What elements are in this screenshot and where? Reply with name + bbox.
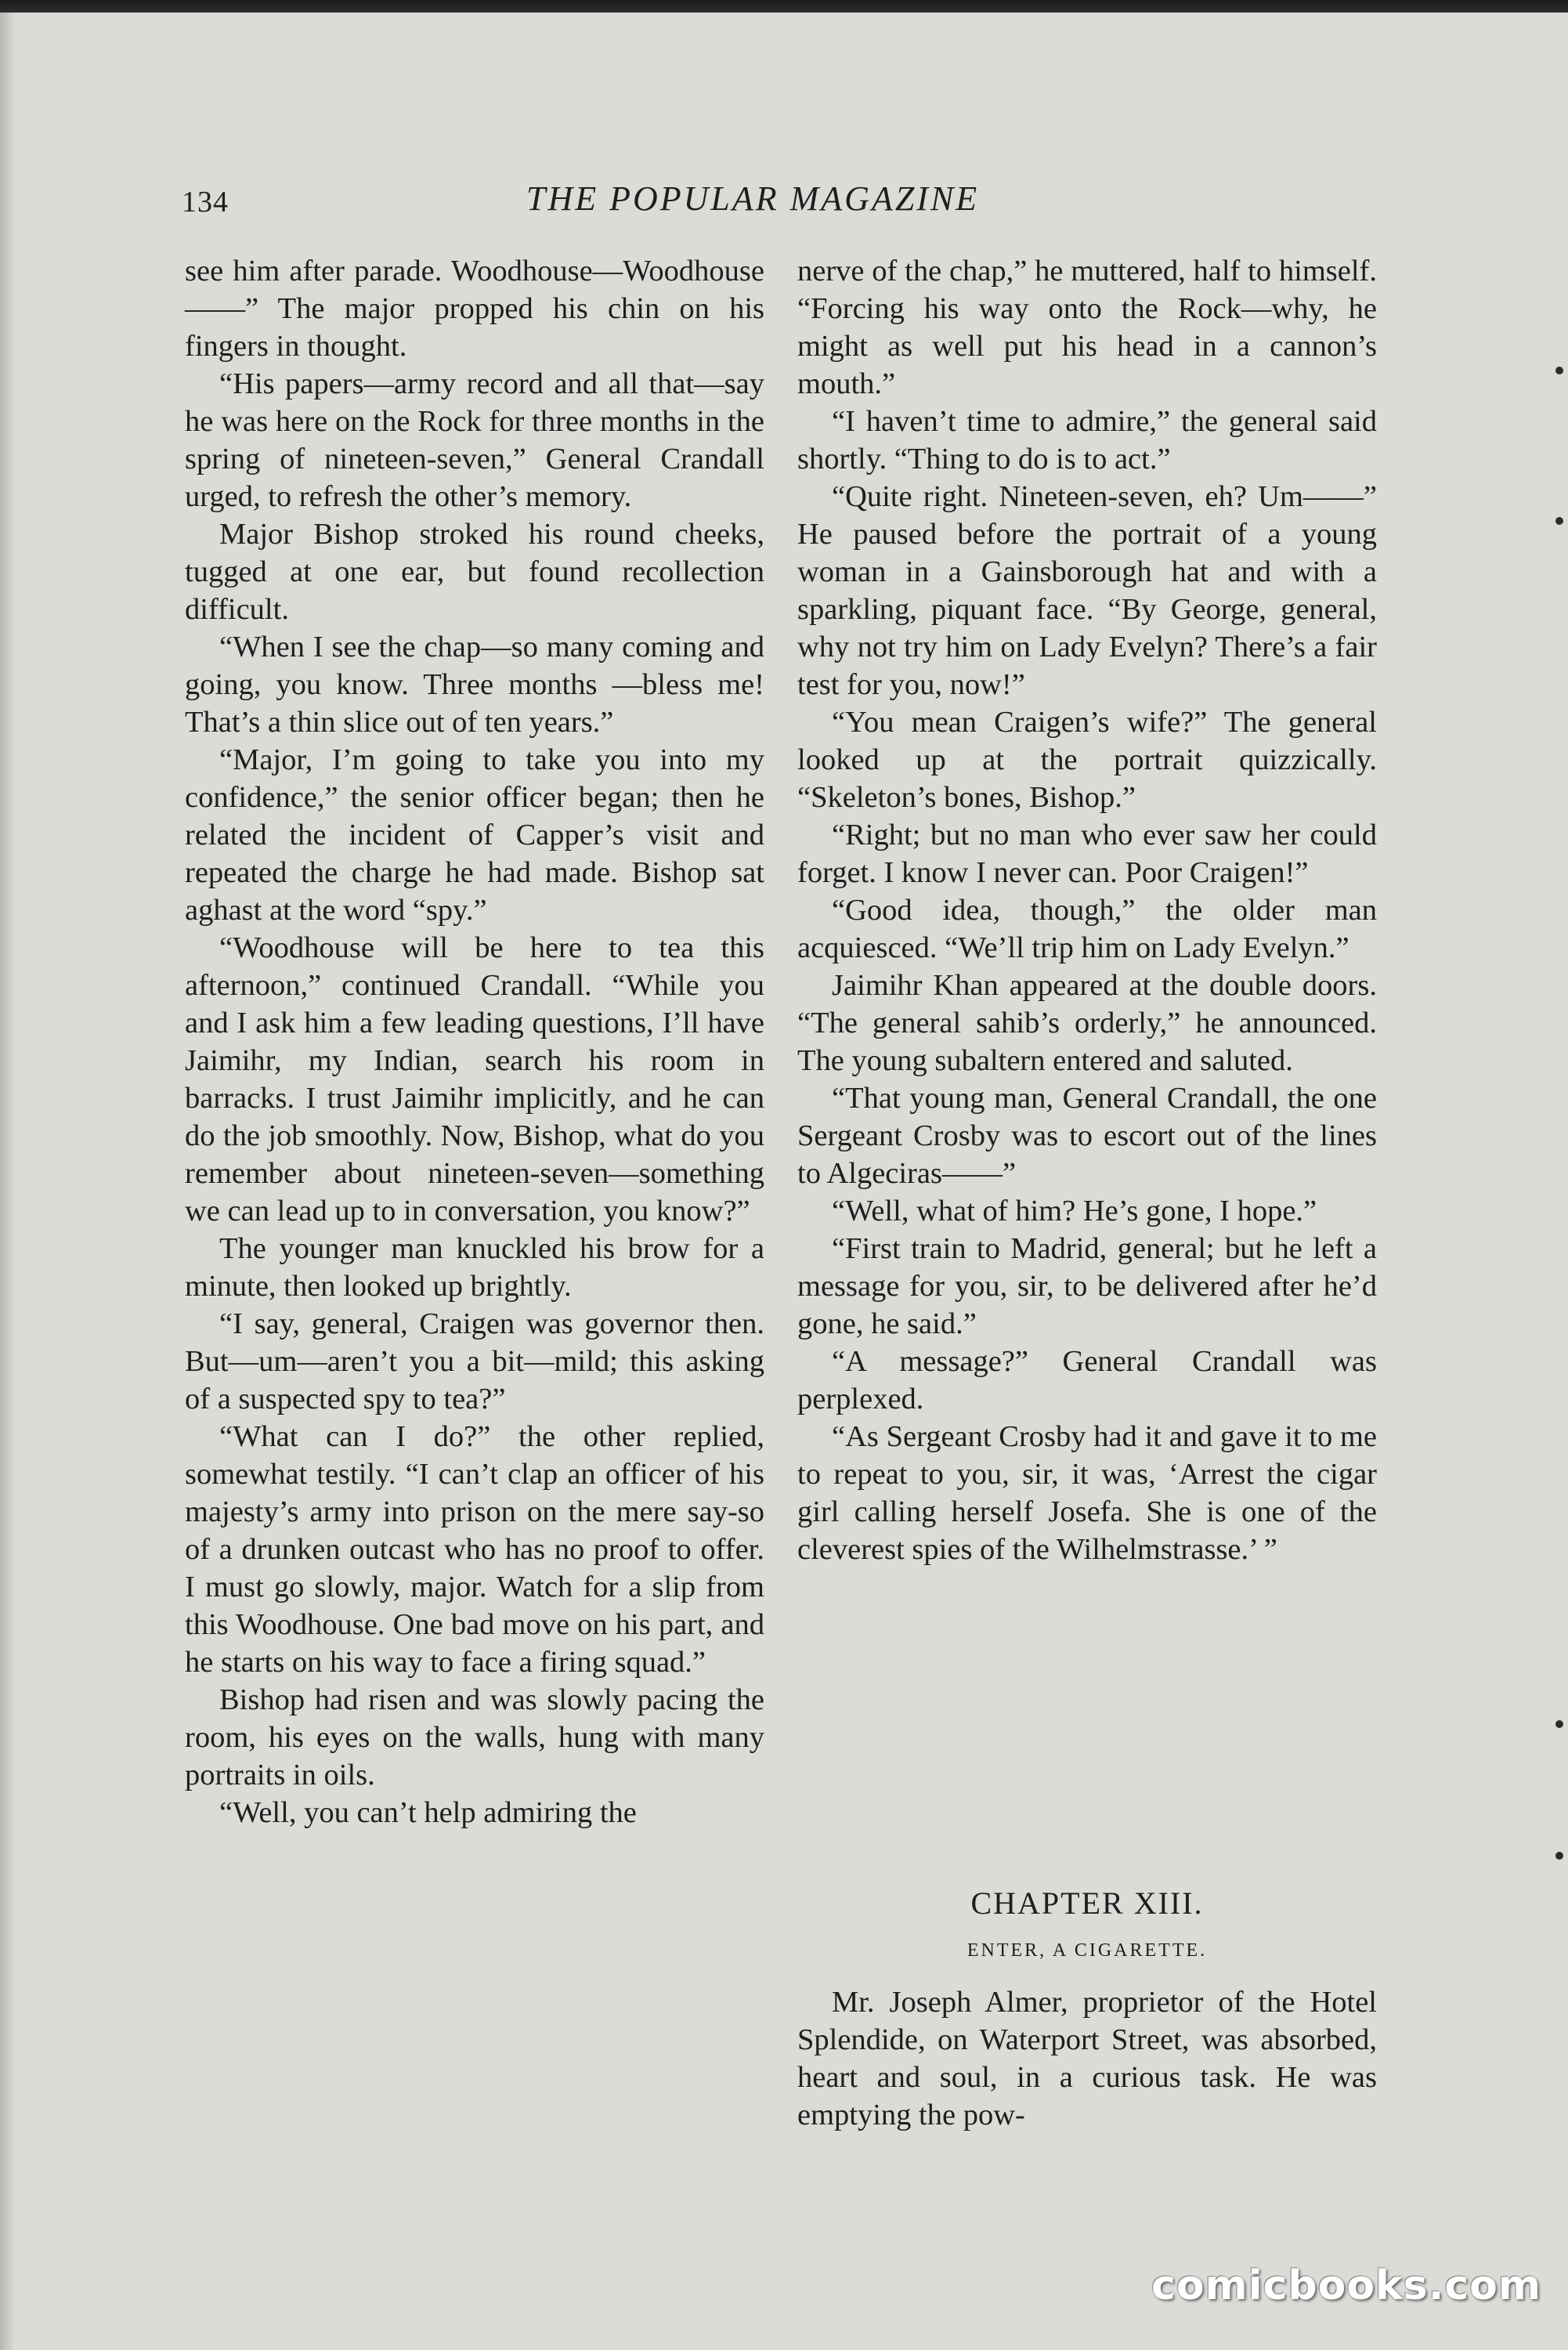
paragraph: “Good idea, though,” the older man acquiesced. “We’ll trip him on Lady Evelyn.” <box>797 894 1377 964</box>
paragraph: “Quite right. Nineteen-seven, eh? Um——” He paused before the portrait of a young woman in a Gainsborough hat and with a sparkling, piquant face. “By George, general, why not try him on Lady Evelyn? There’s a fair test for you, now!” <box>797 480 1377 701</box>
paragraph: “A message?” General Crandall was perplexed. <box>797 1345 1377 1415</box>
right-column <box>797 252 1377 1568</box>
paragraph: nerve of the chap,” he muttered, half to himself. “Forcing his way onto the Rock—why, he might as well put his head in a cannon’s mouth.” <box>797 255 1377 400</box>
paragraph: “His papers—army record and all that—say he was here on the Rock for three months in the spring of nineteen-seven,” General Crandall urged, to refresh the other’s memory. <box>185 367 764 513</box>
running-title: THE POPULAR MAGAZINE <box>526 179 980 218</box>
paragraph: Mr. Joseph Almer, proprietor of the Hotel Splendide, on Waterport Street, was absorbed, heart and soul, in a curious task. He was emptying the pow- <box>797 1986 1377 2131</box>
page-top-edge <box>0 0 1568 13</box>
binding-hole <box>1555 517 1563 525</box>
paragraph: “Well, what of him? He’s gone, I hope.” <box>832 1195 1317 1227</box>
paragraph: “I haven’t time to admire,” the general said shortly. “Thing to do is to act.” <box>797 405 1377 475</box>
binding-hole <box>1555 1720 1563 1728</box>
paragraph: “That young man, General Crandall, the one Sergeant Crosby was to escort out of the lines to Algeciras——” <box>797 1082 1377 1190</box>
paragraph: The younger man knuckled his brow for a minute, then looked up brightly. <box>185 1232 764 1303</box>
page-left-edge <box>0 13 14 2350</box>
paragraph: “Well, you can’t help admiring the <box>219 1796 637 1829</box>
paragraph: “What can I do?” the other replied, somewhat testily. “I can’t clap an officer of his majesty’s army into prison on the mere say-so of a drunken outcast who has no proof to offer. I must go slowly, major. Watch for a slip from this Woodhouse. One bad move on his part, and he starts on his way to face a firing squad.” <box>185 1420 764 1679</box>
chapter-text <box>797 1983 1377 2134</box>
paragraph: see him after parade. Woodhouse—Woodhouse——” The major propped his chin on his fingers in thought. <box>185 255 764 363</box>
paragraph: “As Sergeant Crosby had it and gave it to me to repeat to you, sir, it was, ‘Arrest the cigar girl calling herself Josefa. She is one of the cleverest spies of the Wilhelmstrasse.’ ” <box>797 1420 1377 1566</box>
paragraph: Major Bishop stroked his round cheeks, tugged at one ear, but found recollection difficult. <box>185 518 764 626</box>
watermark: comicbooks.com <box>1151 2262 1542 2309</box>
paragraph: “Major, I’m going to take you into my confidence,” the senior officer began; then he related the incident of Capper’s visit and repeated the charge he had made. Bishop sat aghast at the word “spy.” <box>185 743 764 927</box>
paragraph: “When I see the chap—so many coming and going, you know. Three months —bless me! That’s a thin slice out of ten years.” <box>185 631 764 739</box>
chapter-header <box>797 1883 1377 1966</box>
page-number: 134 <box>182 186 229 219</box>
paragraph: “Right; but no man who ever saw her could forget. I know I never can. Poor Craigen!” <box>797 819 1377 889</box>
paragraph: “I say, general, Craigen was governor then. But—um—aren’t you a bit—mild; this asking of a suspected spy to tea?” <box>185 1307 764 1415</box>
paragraph: Bishop had risen and was slowly pacing the room, his eyes on the walls, hung with many portraits in oils. <box>185 1683 764 1791</box>
paragraph: Jaimihr Khan appeared at the double doors. “The general sahib’s orderly,” he announced. The young subaltern entered and saluted. <box>797 969 1377 1077</box>
paragraph: “Woodhouse will be here to tea this afternoon,” continued Crandall. “While you and I ask him a few leading questions, I’ll have Jaimihr, my Indian, search his room in barracks. I trust Jaimihr implicitly, and he can do the job smoothly. Now, Bishop, what do you remember about nineteen-seven—something we can lead up to in conversation, you know?” <box>185 931 764 1227</box>
chapter-subtitle: ENTER, A CIGARETTE. <box>966 1940 1208 1961</box>
paragraph: “You mean Craigen’s wife?” The general looked up at the portrait quizzically. “Skeleton’s bones, Bishop.” <box>797 706 1377 814</box>
binding-hole <box>1555 1852 1563 1860</box>
binding-hole <box>1555 367 1563 374</box>
chapter-heading: CHAPTER XIII. <box>970 1885 1204 1921</box>
left-column <box>185 252 764 1831</box>
page-header <box>182 179 1067 226</box>
paragraph: “First train to Madrid, general; but he left a message for you, sir, to be delivered after he’d gone, he said.” <box>797 1232 1377 1340</box>
